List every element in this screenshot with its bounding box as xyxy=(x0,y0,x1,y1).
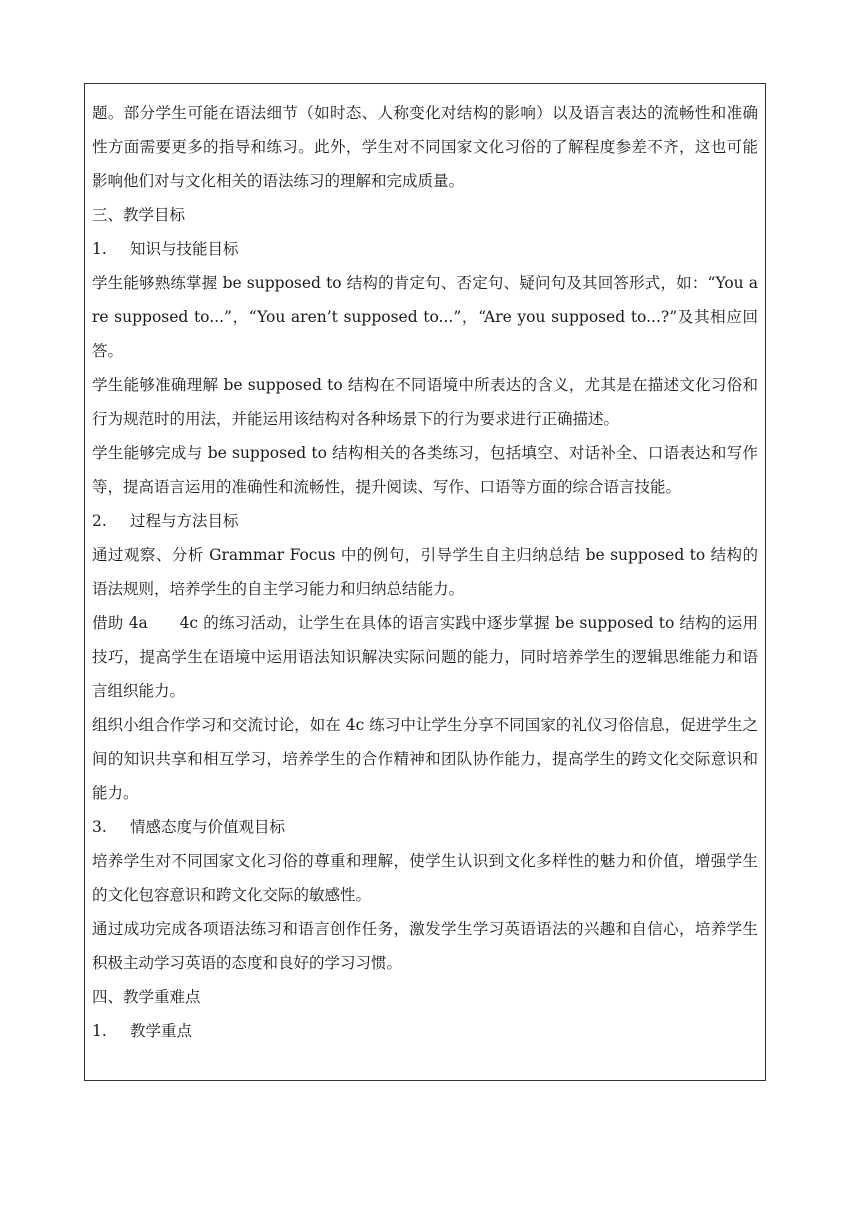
subheading-label: 知识与技能目标 xyxy=(130,240,239,258)
paragraph-emotion-2: 通过成功完成各项语法练习和语言创作任务，激发学生学习英语语法的兴趣和自信心，培养学生积极主动学习英语的态度和良好的学习习惯。 xyxy=(92,920,758,972)
subheading-number: 2. xyxy=(92,512,107,530)
subheading-number: 1. xyxy=(92,1022,107,1040)
paragraph-intro-continuation: 题。部分学生可能在语法细节（如时态、人称变化对结构的影响）以及语言表达的流畅性和准确性方面需要更多的指导和练习。此外，学生对不同国家文化习俗的了解程度参差不齐，这也可能影响他们对与文化相关的语法练习的理解和完成质量。 xyxy=(92,104,758,190)
section-heading-teaching-goals: 三、教学目标 xyxy=(92,206,186,224)
subheading-knowledge-skills xyxy=(92,232,758,266)
paragraph-knowledge-1: 学生能够熟练掌握 be supposed to 结构的肯定句、否定句、疑问句及其回答形式，如：“You are supposed to...”，“You aren’t supposed to...”，“Are you supposed to...?”及其相应回答。 xyxy=(92,274,758,360)
subheading-number: 1. xyxy=(92,240,107,258)
paragraph-knowledge-3: 学生能够完成与 be supposed to 结构相关的各类练习，包括填空、对话补全、口语表达和写作等，提高语言运用的准确性和流畅性，提升阅读、写作、口语等方面的综合语言技能。 xyxy=(92,444,758,496)
paragraph-emotion-1: 培养学生对不同国家文化习俗的尊重和理解，使学生认识到文化多样性的魅力和价值，增强学生的文化包容意识和跨文化交际的敏感性。 xyxy=(92,852,758,904)
paragraph-process-3: 组织小组合作学习和交流讨论，如在 4c 练习中让学生分享不同国家的礼仪习俗信息，促进学生之间的知识共享和相互学习，培养学生的合作精神和团队协作能力，提高学生的跨文化交际意识和能力。 xyxy=(92,716,758,802)
paragraph-knowledge-2: 学生能够准确理解 be supposed to 结构在不同语境中所表达的含义，尤其是在描述文化习俗和行为规范时的用法，并能运用该结构对各种场景下的行为要求进行正确描述。 xyxy=(92,376,758,428)
section-heading-key-difficulties: 四、教学重难点 xyxy=(92,988,201,1006)
paragraph-process-1: 通过观察、分析 Grammar Focus 中的例句，引导学生自主归纳总结 be supposed to 结构的语法规则，培养学生的自主学习能力和归纳总结能力。 xyxy=(92,546,758,598)
document-frame xyxy=(84,83,766,1081)
subheading-number: 3. xyxy=(92,818,107,836)
subheading-emotion-values xyxy=(92,810,758,844)
paragraph-process-2: 借助 4a 4c 的练习活动，让学生在具体的语言实践中逐步掌握 be supposed to 结构的运用技巧，提高学生在语境中运用语法知识解决实际问题的能力，同时培养学生的逻辑思维能力和语言组织能力。 xyxy=(92,614,758,700)
subheading-process-methods xyxy=(92,504,758,538)
subheading-label: 情感态度与价值观目标 xyxy=(130,818,286,836)
subheading-label: 过程与方法目标 xyxy=(130,512,239,530)
subheading-teaching-focus xyxy=(92,1014,758,1048)
subheading-label: 教学重点 xyxy=(130,1022,193,1040)
